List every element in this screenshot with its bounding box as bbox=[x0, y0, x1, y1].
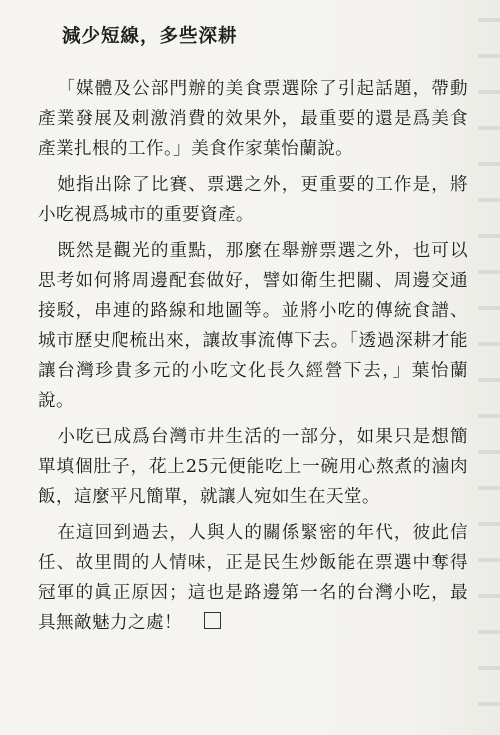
paragraph-conclusion bbox=[38, 518, 468, 638]
conclusion-text: 在這回到過去，人與人的關係緊密的年代，彼此信任、故里間的人情味，正是民生炒飯能在票選中奪得冠軍的眞正原因；這也是路邊第一名的台灣小吃，最具無敵魅力之處！ bbox=[38, 523, 468, 633]
end-of-article-mark bbox=[204, 612, 221, 629]
paragraph-city-asset: 她指出除了比賽、票選之外，更重要的工作是，將小吃視爲城市的重要資產。 bbox=[38, 175, 468, 225]
page-edge-bleed bbox=[478, 0, 500, 735]
paragraph-quote-intro: 「媒體及公部門辦的美食票選除了引起話題，帶動產業發展及刺激消費的效果外，最重要的還是爲美食產業扎根的工作。」美食作家葉怡蘭說。 bbox=[38, 79, 468, 159]
section-heading: 減少短線，多些深耕 bbox=[62, 26, 238, 47]
paragraph-daily-life: 小吃已成爲台灣市井生活的一部分，如果只是想簡單填個肚子，花上25元便能吃上一碗用心熬煮的滷肉飯，這麼平凡簡單，就讓人宛如生在天堂。 bbox=[38, 427, 468, 507]
article-body bbox=[38, 74, 468, 644]
paragraph-tourism: 既然是觀光的重點，那麼在舉辦票選之外，也可以思考如何將周邊配套做好，譬如衛生把關、周邊交通接駁，串連的路線和地圖等。並將小吃的傳統食譜、城市歷史爬梳出來，讓故事流傳下去。「透過深耕才能讓台灣珍貴多元的小吃文化長久經營下去，」葉怡蘭說。 bbox=[38, 241, 468, 411]
